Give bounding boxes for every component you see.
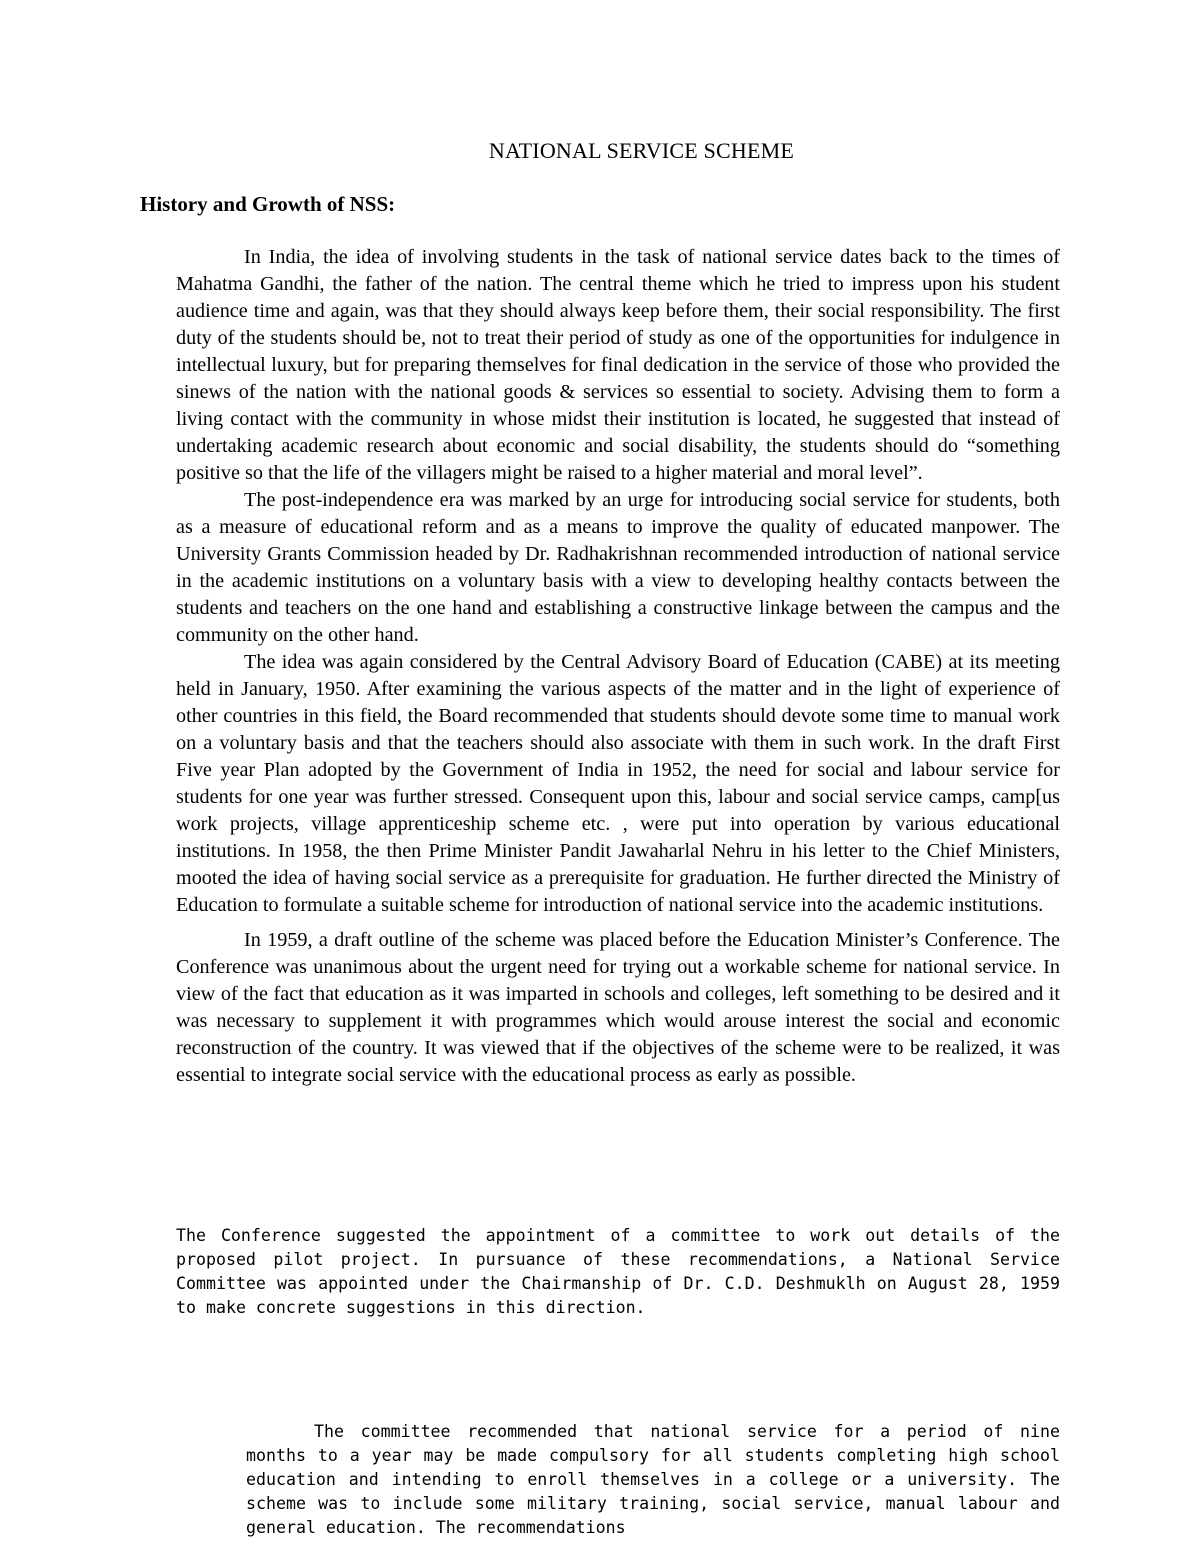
document-title: NATIONAL SERVICE SCHEME	[488, 138, 795, 163]
paragraph-1959-conference: In 1959, a draft outline of the scheme was placed before the Education Minister’s Conference. The Conference was unanimous about the urgent need for trying out a workable scheme for national service. In view of the fact that education as it was imparted in schools and colleges, left something to be desired and it was necessary to supplement it with programmes which would arouse interest the social and economic reconstruction of the country. It was viewed that if the objectives of the scheme were to be realized, it was essential to integrate social service with the educational process as early as possible.	[176, 929, 1060, 1086]
paragraph-committee-appointment: The Conference suggested the appointment of a committee to work out details of the proposed pilot project. In pursuance of these recommendations, a National Service Committee was appointed under the Chairmanship of Dr. C.D. Deshmuklh on August 28, 1959 to make concrete suggestions in this direction.	[176, 1226, 1060, 1317]
paragraph-gandhi: In India, the idea of involving students in the task of national service dates back to the times of Mahatma Gandhi, the father of the nation. The central theme which he tried to impress upon his student audience time and again, was that they should always keep before them, their social responsibility. The first duty of the students should be, not to treat their period of study as one of the opportunities for indulgence in intellectual luxury, but for preparing themselves for final dedication in the service of those who provided the sinews of the nation with the national goods & services so essential to society. Advising them to form a living contact with the community in whose midst their institution is located, he suggested that instead of undertaking academic research about economic and social disability, the students should do “something positive so that the life of the villagers might be raised to a higher material and moral level”.	[176, 246, 1060, 484]
section-heading: History and Growth of NSS:	[140, 192, 396, 216]
paragraph-post-independence: The post-independence era was marked by an urge for introducing social service for students, both as a measure of educational reform and as a means to improve the quality of educated manpower. The University Grants Commission headed by Dr. Radhakrishnan recommended introduction of national service in the academic institutions on a voluntary basis with a view to developing healthy contacts between the students and teachers on the one hand and establishing a constructive linkage between the campus and the community on the other hand.	[176, 489, 1060, 646]
paragraph-cabe: The idea was again considered by the Central Advisory Board of Education (CABE) at its meeting held in January, 1950. After examining the various aspects of the matter and in the light of experience of other countries in this field, the Board recommended that students should devote some time to manual work on a voluntary basis and that the teachers should also associate with them in such work. In the draft First Five year Plan adopted by the Government of India in 1952, the need for social and labour service for students for one year was further stressed. Consequent upon this, labour and social service camps, camp[us work projects, village apprenticeship scheme etc. , were put into operation by various educational institutions. In 1958, the then Prime Minister Pandit Jawaharlal Nehru in his letter to the Chief Ministers, mooted the idea of having social service as a prerequisite for graduation. He further directed the Ministry of Education to formulate a suitable scheme for introduction of national service into the academic institutions.	[176, 651, 1060, 916]
final-paragraph-block	[246, 1420, 1060, 1540]
paragraph-committee-recommendation: The committee recommended that national service for a period of nine months to a year may be made compulsory for all students completing high school education and intending to enroll themselves in a college or a university. The scheme was to include some military training, social service, manual labour and general education. The recommendations	[246, 1422, 1060, 1537]
paragraph-tail-block	[176, 1224, 1060, 1320]
document-body	[176, 244, 1060, 1089]
